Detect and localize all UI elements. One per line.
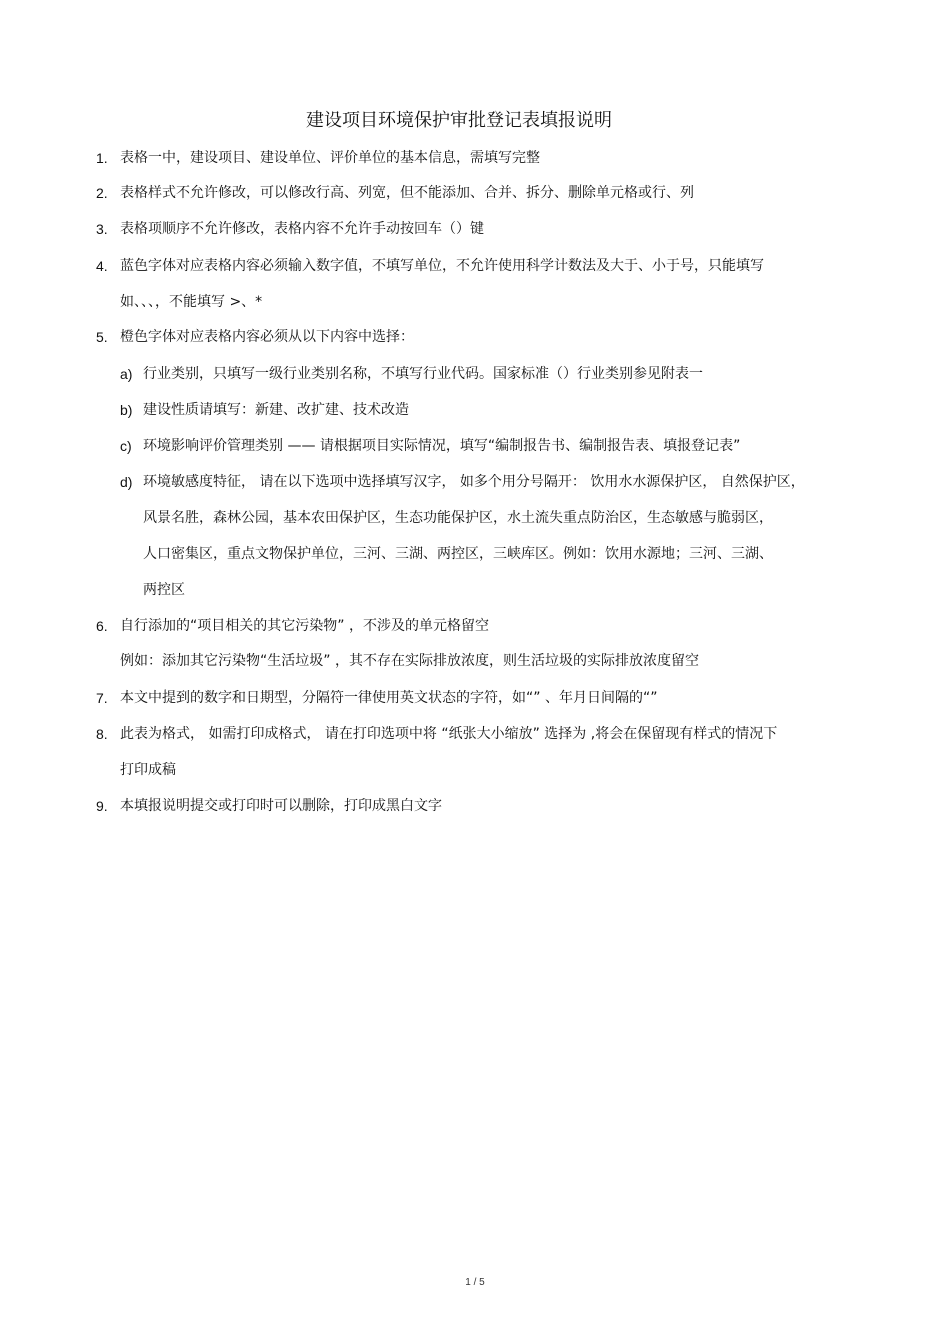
item-9-number: 9. <box>96 798 108 814</box>
item-4-text-line-1: 蓝色字体对应表格内容必须输入数字值，不填写单位，不允许使用科学计数法及大于、小于号，只能填写 <box>120 258 764 274</box>
item-8-number: 8. <box>96 726 108 742</box>
item-6-text-line-1: 自行添加的“项目相关的其它污染物” ，不涉及的单元格留空 <box>120 618 489 634</box>
item-5a-text: 行业类别，只填写一级行业类别名称，不填写行业代码。国家标准（）行业类别参见附表一 <box>143 366 703 382</box>
item-4-text-line-2: 如、、、，不能填写 >、* <box>120 294 263 310</box>
document-title: 建设项目环境保护审批登记表填报说明 <box>306 110 612 131</box>
item-5c-text: 环境影响评价管理类别 —— 请根据项目实际情况，填写“编制报告书、编制报告表、填报登记表” <box>143 438 741 454</box>
item-8-text-line-2: 打印成稿 <box>120 762 176 778</box>
item-5a-label: a) <box>120 366 133 382</box>
item-8-text-line-1: 此表为格式， 如需打印成格式， 请在打印选项中将 “纸张大小缩放” 选择为 ,将会在保留现有样式的情况下 <box>120 726 778 742</box>
item-5b-text: 建设性质请填写：新建、改扩建、技术改造 <box>143 402 409 418</box>
item-5-number: 5. <box>96 329 108 345</box>
item-1-text: 表格一中，建设项目、建设单位、评价单位的基本信息，需填写完整 <box>120 150 540 166</box>
item-2-number: 2. <box>96 185 108 201</box>
item-9-text: 本填报说明提交或打印时可以删除，打印成黑白文字 <box>120 798 442 814</box>
item-5d-text-line-1: 环境敏感度特征， 请在以下选项中选择填写汉字， 如多个用分号隔开： 饮用水水源保护区， 自然保护区， <box>143 474 805 490</box>
item-7-number: 7. <box>96 690 108 706</box>
page-indicator: 1 / 5 <box>465 1277 485 1288</box>
item-5b-label: b) <box>120 402 133 418</box>
item-6-text-line-2: 例如：添加其它污染物“生活垃圾” ，其不存在实际排放浓度，则生活垃圾的实际排放浓度留空 <box>120 653 699 669</box>
item-5d-text-line-2: 风景名胜，森林公园，基本农田保护区，生态功能保护区，水土流失重点防治区，生态敏感与脆弱区， <box>143 510 773 526</box>
item-6-number: 6. <box>96 618 108 634</box>
item-4-number: 4. <box>96 258 108 274</box>
item-3-number: 3. <box>96 221 108 237</box>
item-3-text: 表格项顺序不允许修改，表格内容不允许手动按回车（）键 <box>120 221 484 237</box>
item-5d-text-line-4: 两控区 <box>143 582 185 598</box>
item-5-text: 橙色字体对应表格内容必须从以下内容中选择： <box>120 329 414 345</box>
item-5c-label: c) <box>120 438 132 454</box>
item-1-number: 1. <box>96 150 108 166</box>
item-2-text: 表格样式不允许修改，可以修改行高、列宽，但不能添加、合并、拆分、删除单元格或行、列 <box>120 185 694 201</box>
item-5d-text-line-3: 人口密集区，重点文物保护单位，三河、三湖、两控区，三峡库区。例如：饮用水源地；三河、三湖、 <box>143 546 773 562</box>
item-5d-label: d) <box>120 474 133 490</box>
item-7-text: 本文中提到的数字和日期型，分隔符一律使用英文状态的字符，如“” 、年月日间隔的“” <box>120 690 658 706</box>
